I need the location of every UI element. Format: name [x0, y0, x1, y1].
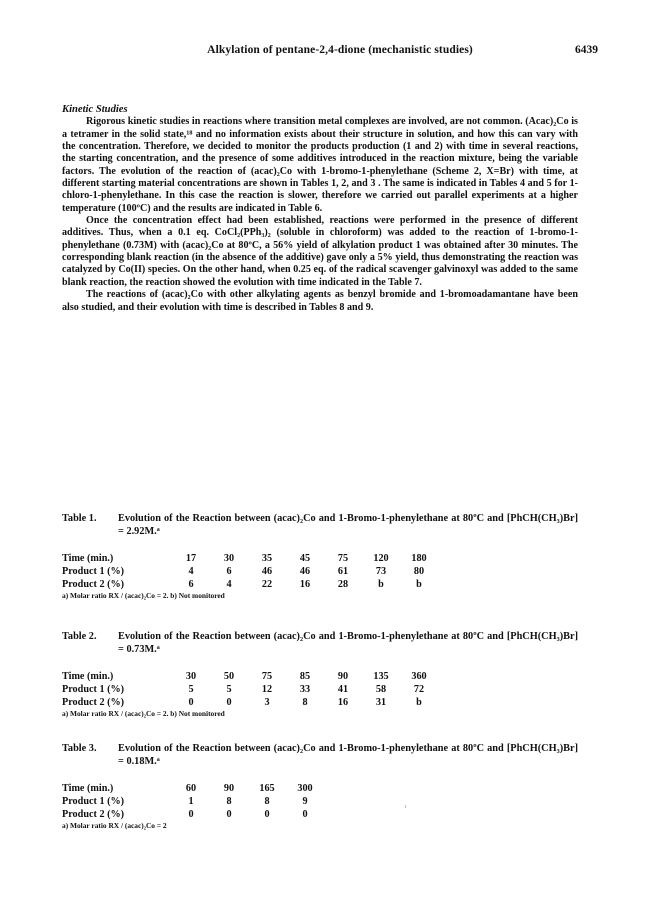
- table-cell: 72: [413, 684, 425, 695]
- table-3: [62, 742, 582, 831]
- table-cell: 8: [226, 796, 232, 807]
- table-cell: 0: [226, 697, 232, 708]
- table-caption: [62, 512, 582, 544]
- table-row: [62, 696, 438, 709]
- row-label: Product 2 (%): [62, 809, 125, 820]
- table-caption-text: Evolution of the Reaction between (acac)₂Co and 1-Bromo-1-phenylethane at 80ºC and [PhCH(CH₃)Br] = 2.92M.ᵃ: [118, 513, 578, 537]
- table-cell: 4: [188, 566, 194, 577]
- table-cell: 61: [337, 566, 349, 577]
- table-cell: 12: [261, 684, 273, 695]
- table-cell: 6: [226, 566, 232, 577]
- table-cell: 85: [299, 671, 311, 682]
- table-cell: 22: [261, 579, 273, 590]
- scan-speck: [405, 805, 406, 808]
- row-label: Product 1 (%): [62, 566, 125, 577]
- section-title: Kinetic Studies: [62, 104, 128, 115]
- running-header-title: Alkylation of pentane-2,4-dione (mechanistic studies): [207, 44, 473, 56]
- table-cell: 75: [337, 553, 349, 564]
- page-number: 6439: [575, 44, 598, 56]
- paragraph-2: Once the concentration effect had been established, reactions were performed in the presence of different additives. Thus, when a 0.1 eq. CoCl₂(PPh₃)₂ (soluble in chloroform) was added to the reaction of 1-bromo-1-phenylethane (0.73M) with (acac)₂Co at 80ºC, a 56% yield of alkylation product 1 was obtained after 30 minutes. The corresponding blank reaction (in the absence of the additive) gave only a 5% yield, thus demonstrating the reaction was catalyzed by Co(II) species. On the other hand, when 0.25 eq. of the radical scavenger galvinoxyl was added to the same blank reaction, the reaction showed the evolution with time indicated in the Table 7.: [62, 215, 578, 288]
- table-label: Table 1.: [62, 513, 97, 524]
- table-row: [62, 782, 324, 795]
- row-label: Product 1 (%): [62, 796, 125, 807]
- table-cell: 41: [337, 684, 349, 695]
- table-row: [62, 578, 438, 591]
- table-row: [62, 670, 438, 683]
- table-cell: 0: [188, 697, 194, 708]
- table-cell: 300: [297, 783, 313, 794]
- table-cell: 0: [188, 809, 194, 820]
- table-label: Table 3.: [62, 743, 97, 754]
- table-cell: 46: [261, 566, 273, 577]
- table-cell: 90: [337, 671, 349, 682]
- table-cell: 0: [264, 809, 270, 820]
- table-cell: b: [378, 579, 384, 590]
- table-cell: 3: [264, 697, 270, 708]
- table-row: [62, 565, 438, 578]
- paragraph-1: Rigorous kinetic studies in reactions where transition metal complexes are involved, are not common. (Acac)₂Co is a tetramer in the solid state,¹⁸ and no information exists about their structure in solution, and how this can vary with the concentration. Therefore, we decided to monitor the products production (1 and 2) with time in several reactions, the starting concentration, and the presence of some additives introduced in the reaction mixture, being the variable factors. The evolution of the reaction of (acac)₂Co with 1-bromo-1-phenylethane (Scheme 2, X=Br) with time, at different starting material concentrations are shown in Tables 1, 2, and 3 . The same is indicated in Tables 4 and 5 for 1-chloro-1-phenylethane. In this case the reaction is slower, therefore we carried out parallel experiments at a higher temperature (100ºC) and the results are indicated in Table 6.: [62, 116, 578, 214]
- table-cell: 180: [411, 553, 427, 564]
- table-cell: 16: [337, 697, 349, 708]
- table-cell: 50: [223, 671, 235, 682]
- table-cell: 80: [413, 566, 425, 577]
- table-caption-text: Evolution of the Reaction between (acac)₂Co and 1-Bromo-1-phenylethane at 80ºC and [PhCH(CH₃)Br] = 0.18M.ᵃ: [118, 743, 578, 767]
- table-cell: 5: [188, 684, 194, 695]
- row-label: Product 2 (%): [62, 579, 125, 590]
- table-caption: [62, 742, 582, 774]
- table-cell: 45: [299, 553, 311, 564]
- table-cell: 0: [226, 809, 232, 820]
- table-cell: 28: [337, 579, 349, 590]
- data-table: [62, 670, 438, 709]
- table-cell: 6: [188, 579, 194, 590]
- table-footnote: a) Molar ratio RX / (acac)₂Co = 2: [62, 821, 167, 830]
- data-table: [62, 782, 324, 821]
- row-label: Time (min.): [62, 783, 114, 794]
- table-footnote: a) Molar ratio RX / (acac)₂Co = 2. b) Not monitored: [62, 591, 225, 600]
- table-cell: 360: [411, 671, 427, 682]
- table-cell: 30: [185, 671, 197, 682]
- table-cell: 8: [302, 697, 308, 708]
- table-cell: 60: [185, 783, 197, 794]
- table-cell: 17: [185, 553, 197, 564]
- table-row: [62, 795, 324, 808]
- body-text: [62, 104, 578, 314]
- table-cell: b: [416, 579, 422, 590]
- table-cell: 33: [299, 684, 311, 695]
- table-cell: 75: [261, 671, 273, 682]
- row-label: Product 2 (%): [62, 697, 125, 708]
- table-cell: 0: [302, 809, 308, 820]
- row-label: Product 1 (%): [62, 684, 125, 695]
- table-cell: 90: [223, 783, 235, 794]
- table-cell: 5: [226, 684, 232, 695]
- table-cell: 31: [375, 697, 387, 708]
- table-cell: 58: [375, 684, 387, 695]
- table-cell: 135: [373, 671, 389, 682]
- data-table: [62, 552, 438, 591]
- table-cell: 30: [223, 553, 235, 564]
- table-row: [62, 683, 438, 696]
- table-cell: 73: [375, 566, 387, 577]
- table-1: [62, 512, 582, 601]
- table-cell: 16: [299, 579, 311, 590]
- table-caption: [62, 630, 582, 662]
- table-label: Table 2.: [62, 631, 97, 642]
- table-cell: 4: [226, 579, 232, 590]
- paragraph-3: The reactions of (acac)₂Co with other alkylating agents as benzyl bromide and 1-bromoadamantane have been also studied, and their evolution with time is described in Tables 8 and 9.: [62, 289, 578, 313]
- table-cell: 9: [302, 796, 308, 807]
- table-caption-text: Evolution of the Reaction between (acac)₂Co and 1-Bromo-1-phenylethane at 80ºC and [PhCH(CH₃)Br] = 0.73M.ᵃ: [118, 631, 578, 655]
- table-cell: 1: [188, 796, 194, 807]
- table-cell: 46: [299, 566, 311, 577]
- table-2: [62, 630, 582, 719]
- table-row: [62, 808, 324, 821]
- table-footnote: a) Molar ratio RX / (acac)₂Co = 2. b) Not monitored: [62, 709, 225, 718]
- row-label: Time (min.): [62, 671, 114, 682]
- table-cell: 35: [261, 553, 273, 564]
- table-cell: 120: [373, 553, 389, 564]
- row-label: Time (min.): [62, 553, 114, 564]
- table-cell: b: [416, 697, 422, 708]
- table-cell: 165: [259, 783, 275, 794]
- table-cell: 8: [264, 796, 270, 807]
- table-row: [62, 552, 438, 565]
